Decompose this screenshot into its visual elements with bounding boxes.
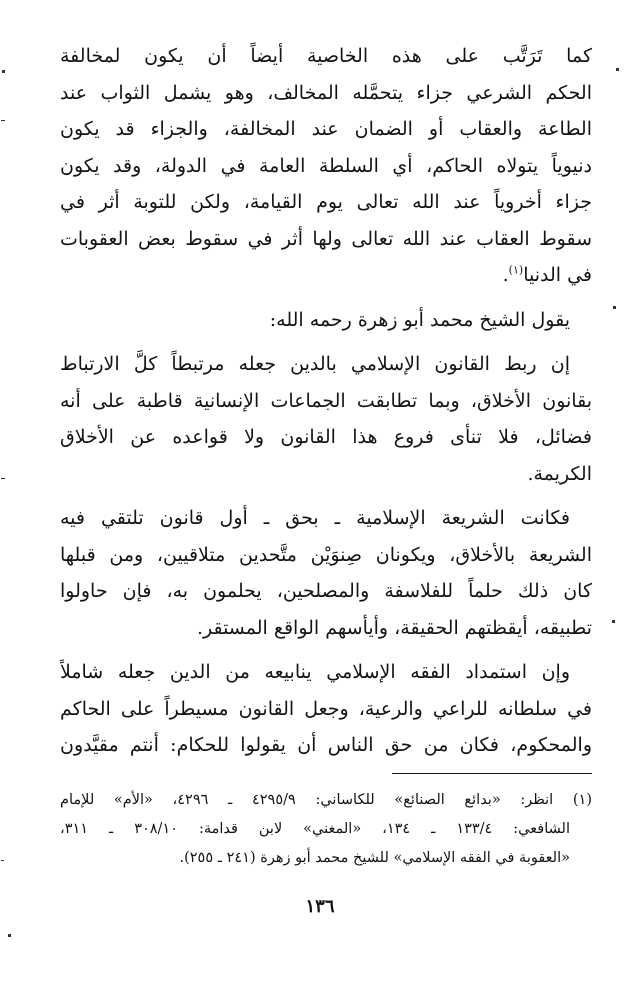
- scan-speck: [8, 934, 11, 937]
- scan-speck: [612, 620, 615, 623]
- footnote-divider: [60, 773, 592, 774]
- text-line-last: [60, 257, 592, 294]
- footnotes: [60, 786, 592, 873]
- text-line: وإن استمداد الفقه الإسلامي ينابيعه من الدين جعله شاملاً: [60, 661, 570, 683]
- text-line: يقول الشيخ محمد أبو زهرة رحمه الله:: [269, 308, 570, 331]
- footnote-line: «العقوبة في الفقه الإسلامي» للشيخ محمد أبو زهرة (٢٤١ ـ ٢٥٥).: [179, 850, 570, 866]
- text-line: الطاعة والعقاب أو الضمان عند المخالفة، والجزاء قد يكون: [60, 118, 592, 140]
- text-line: كما تَرَتَّب على هذه الخاصية أيضاً أن يكون لمخالفة: [60, 45, 592, 67]
- paragraph-1: [60, 38, 592, 294]
- paragraph-5: [60, 654, 592, 764]
- text-line: الحكم الشرعي جزاء يتحمَّله المخالف، وهو يشمل الثواب عند: [60, 81, 592, 104]
- paragraph-3: [60, 346, 592, 492]
- text-line: والمحكوم، فكان من حق الناس أن يقولوا للحكام: أنتم مقيَّدون: [60, 734, 592, 756]
- footnote-line: الشافعي: ١٣٣/٤ ـ ١٣٤، «المغني» لابن قدامة: ٣٠٨/١٠ ـ ٣١١،: [60, 821, 570, 837]
- page-number: ١٣٦: [305, 896, 335, 917]
- scan-speck: [1, 478, 5, 479]
- text-line: إن ربط القانون الإسلامي بالدين جعله مرتبطاً كلَّ الارتباط: [60, 353, 570, 375]
- text-line: الشريعة بالأخلاق، ويكونان صِنوَيْن متَّحدين متلاقيين، ومن قبلها: [60, 543, 592, 566]
- text-line: في سلطانه للراعي والرعية، وجعل القانون مسيطراً على الحاكم: [60, 697, 592, 720]
- footnote-reference: (١): [508, 263, 524, 277]
- scan-speck: [2, 70, 5, 73]
- footnote-rule: [392, 773, 592, 774]
- text-line: كان ذلك حلماً للفلاسفة والمصلحين، يحلمون به، فإن حاولوا: [60, 580, 592, 602]
- scan-speck: [616, 68, 619, 71]
- paragraph-2: [60, 302, 592, 339]
- scan-speck: [1, 120, 5, 121]
- text-line: فضائل، فلا تنأى فروع هذا القانون ولا قواعده عن الأخلاق: [60, 426, 592, 448]
- scan-speck: [1, 860, 4, 861]
- text-line: تطبيقه، أيقظتهم الحقيقة، وأيأسهم الواقع المستقر.: [196, 616, 592, 639]
- text-line: دنيوياً يتولاه الحاكم، أي السلطة العامة في الدولة، وقد يكون: [60, 154, 592, 177]
- text-line: سقوط العقاب عند الله تعالى ولها أثر في سقوط بعض العقوبات: [60, 227, 592, 250]
- scan-speck: [613, 306, 616, 309]
- main-text: [60, 38, 592, 764]
- text-line: جزاء أخروياً عند الله تعالى يوم القيامة، ولكن للتوبة أثر في: [60, 191, 592, 213]
- text-line: بقانون الأخلاق، وبما تطابقت الجماعات الإنسانية قاطبة على أنه: [60, 389, 592, 412]
- paragraph-4: [60, 500, 592, 646]
- sentence-period: .: [502, 264, 509, 286]
- text-line: الكريمة.: [527, 462, 592, 485]
- footnote-line: (١) انظر: «بدائع الصنائع» للكاساني: ٤٢٩٥/٩ ـ ٤٢٩٦، «الأم» للإمام: [60, 792, 592, 808]
- text-line: فكانت الشريعة الإسلامية ـ بحق ـ أول قانون تلتقي فيه: [60, 507, 570, 529]
- text-fragment: في الدنيا: [523, 264, 592, 286]
